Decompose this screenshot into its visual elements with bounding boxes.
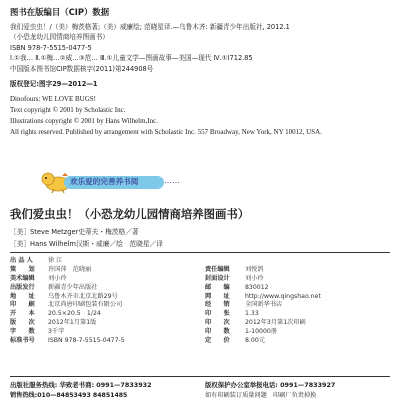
book-title: 我们爱虫虫！（小恐龙幼儿园情商培养图画书） <box>10 207 250 221</box>
info-row: 定 价 8.00元 <box>205 337 265 345</box>
illustrator-credit: ［美］Hans Wilhelm汉斯・威廉／绘 范晓星／译 <box>10 240 163 248</box>
info-row: 美术编辑 刘小玲 <box>10 274 67 282</box>
publication-info-right <box>205 257 390 346</box>
sales-hotline: 销售热线:010—84853493 84851485 <box>10 392 128 399</box>
cip-line: 我们爱虫虫！/（美）梅茨格著;（美）威廉绘; 范晓星译.—乌鲁木齐: 新疆青少年出版社, 2012.1 <box>10 23 290 31</box>
info-row: 出版发行 新疆青少年出版社 <box>10 283 98 291</box>
cip-line: Ⅰ.①我… Ⅱ.①梅…②威…③范… Ⅲ.①儿童文学—图画故事—美国—现代 Ⅳ.①I712.85 <box>10 54 253 63</box>
banner-dots: …… <box>164 176 180 185</box>
cip-heading: 图书在版编目（CIP）数据 <box>10 7 110 17</box>
info-row: 版 次 2012年1月第1版 <box>10 319 97 327</box>
author-credit: ［美］Steve Metzger史蒂夫・梅茨格／著 <box>10 228 139 236</box>
info-row: 印 刷 北京尚唐印刷包装有限公司 <box>10 301 123 309</box>
info-row: 地 址 乌鲁木齐市北京北路29号 <box>10 292 118 300</box>
info-row: 封面设计 刘小玲 <box>205 274 264 282</box>
service-hotline: 出版社服务热线: 华致老书商: 0991—7833932 <box>10 381 152 389</box>
info-row <box>205 257 390 266</box>
publication-info-left <box>10 257 190 346</box>
report-hotline: 版权保护办公室举报电话: 0991—7833927 <box>205 381 336 389</box>
copyright-registration: 版权登记:图字29—2012—1 <box>10 80 98 89</box>
cip-line: ISBN 978-7-5515-0477-5 <box>10 43 92 52</box>
info-row: 开 本 20.5×20.5 1/24 <box>10 310 101 318</box>
english-illustration-copyright: Illustrations copyright © 2001 by Hans Wilhelm,Inc. <box>10 117 158 126</box>
banner-text: 欢乐爱的完善养书阅 <box>70 177 139 186</box>
info-row: 印 张 1.33 <box>205 310 259 318</box>
divider <box>10 252 390 253</box>
english-title: Dinofours: WE LOVE BUGS! <box>10 95 97 104</box>
divider <box>10 376 390 377</box>
info-row: 责任编辑 刘悦鸽 <box>205 265 264 273</box>
info-row: 标准书号 ISBN 978-7-5515-0477-5 <box>10 337 125 345</box>
copyright-page <box>10 6 394 138</box>
cip-line: （小恐龙幼儿园情商培养图画书） <box>10 33 109 42</box>
info-row: 网 址 http://www.qingshao.net <box>205 292 321 300</box>
english-text-copyright: Text copyright © 2001 by Scholastic Inc. <box>10 106 126 115</box>
dinosaur-banner <box>40 170 220 194</box>
info-row: 字 数 3千字 <box>10 328 65 336</box>
info-row: 印 数 1-10000册 <box>205 328 278 336</box>
english-rights: All rights reserved. Published by arrangement with Scholastic Inc. 557 Broadway, New York, NY 10012, USA. <box>10 128 322 137</box>
info-row: 出 品 人 徐 江 <box>10 257 63 264</box>
info-row: 经 销 全国新华书店 <box>205 301 283 309</box>
info-row: 邮 编 830012 <box>205 283 269 291</box>
info-row: 印 次 2012年3月第1次印刷 <box>205 319 306 327</box>
cip-line: 中国版本图书馆CIP数据核字(2011)第244908号 <box>10 64 154 73</box>
quality-notice: 如有印刷装订质量问题 印刷厂负责掉换 <box>205 392 317 399</box>
info-row: 策 划 许国萍 范晓丽 <box>10 265 92 273</box>
